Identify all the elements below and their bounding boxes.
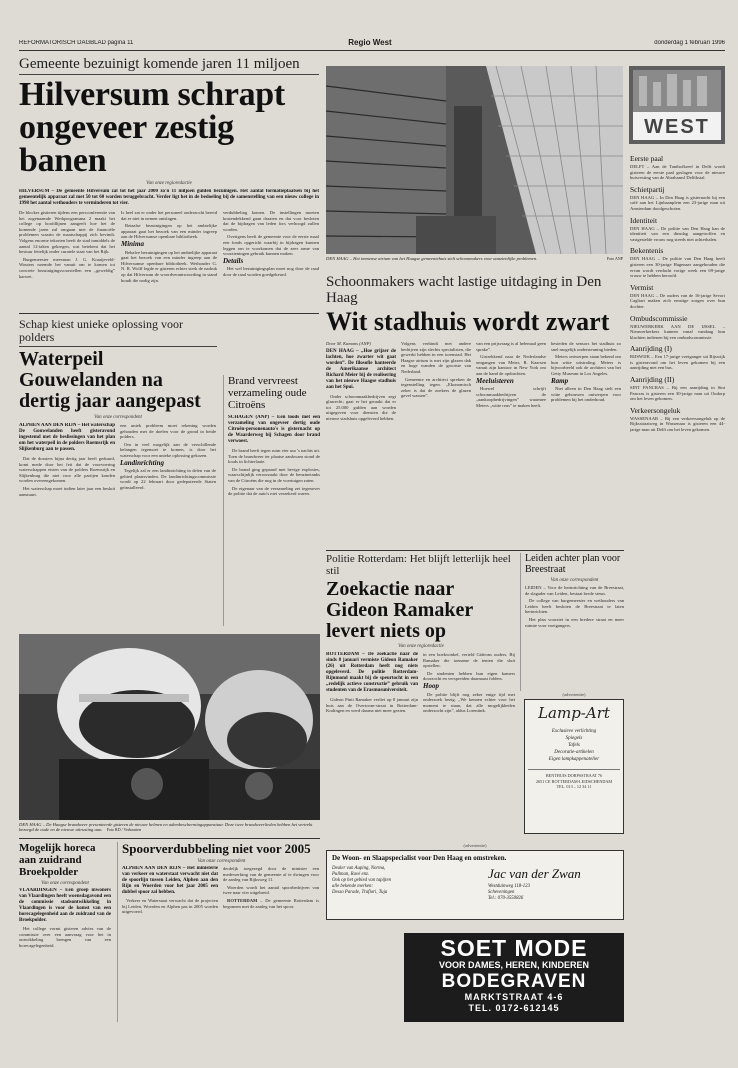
stadhuis-subhead-meeluisteren: Meeluisteren (476, 376, 514, 385)
stadhuis-col-3: van een prijsvraag is al helemaal geen sprake”. Gistrekkend naar de Nederlandse omgangen van Meier, R. Kaarsen vanuit zijn kantoor in New York om aan de hand de opdrachten. Meeluisteren Hoewel schrijft schoonmaakbedrijven de „aankoopbedrijvingen” waarmee Meiers „witte reus” te maken heeft. (476, 341, 546, 408)
citroen-lead: SCHAGEN (ANP) – Een loods met een verzameling van ongeveer dertig oude Citroën-personenauto's is gisternacht op de Waarderweg bij Schagen door brand verwoest. (228, 415, 320, 444)
firefighters-caption: DEN HAAG – De Haagse brandweer presenteerde gisteren de nieuwe helmen en adembeschermingapparatuur. Deze twee brandweerlieden hebben het vertrekt bezorgd de oude en de nieuwe uitrusting aan. (19, 822, 313, 833)
horeca-body: VLAARDINGEN – Een groep inwoners van Vlaardingen heeft woensdagavond een de commissie stadsontwikkeling in Vlaardingen is voor de komst van een horecagelegenheid aan de zuidrand van de Broekpolder. Het college vormt gisteren advies van de commissie over een aanvraag voor het in ontwikkeling brengen van een horecagelegenheid. (19, 888, 111, 948)
stadhuis-byline: Door M. Kamans (ANP) (326, 341, 371, 346)
zoekactie-article (326, 553, 516, 841)
west-logo (629, 66, 725, 144)
sidebar-item (630, 185, 725, 212)
stadhuis-lead: DEN HAAG – „Hoe grijzer de lachten, hoe zwarter wit gaat worden”. De filosofie hanteerde de Amerikaanse architect Richard Meier bij de realisering van het nieuwe Haagse stadhuis aan het Spui. (326, 348, 396, 390)
zoekactie-rule (326, 550, 624, 551)
main-byline: Van onze regioredactie (146, 181, 192, 186)
soet-mode-ad (404, 933, 624, 1022)
woon-ad-city: Scheveningen (488, 890, 515, 895)
sidebar-item-text: NIEUWERKERK AAN DE IJSSEL – Nieuwerkerkers kunnen vanaf vandaag hun klachten indienen bij een ombudscommissie. (630, 323, 725, 340)
horeca-rule (19, 838, 320, 839)
sidebar-item-title: Eerste paal (630, 154, 664, 163)
zoekactie-col-1: ROTTERDAM – De zoekactie naar de sinds 8 januari vermiste Gideon Ramaker (26) uit Rotterdam heeft nog niets opgeleverd. De politie Rotterdam-Rijnmond maakt bij de speurtocht in een „redelijk actieve constructie” gebruik van studenten van de Erasmusuniversiteit. Gideon Pinti Ramaker verliet op 8 januari zijn huis aan de Overtoom-straat in Rotterdam-Kralingen en werd daarna niet meer gezien. (326, 652, 418, 714)
sidebar-item (630, 406, 725, 433)
main-article (19, 56, 319, 311)
sidebar-item-title: Schietpartij (630, 184, 665, 194)
gouwelanden-article (19, 318, 217, 626)
woon-ad-tel: Tel.: 070-3550826 (488, 896, 524, 901)
sidebar-item (630, 375, 725, 402)
sidebar-item-title: Aanrijding (I) (630, 344, 672, 354)
horeca-byline: Van onze correspondent (41, 881, 89, 886)
woon-ad-name: Jac van der Zwan (488, 866, 581, 881)
sidebar-item-title: Vermist (630, 282, 654, 292)
breestraat-headline: Leiden achter plan voor Breestraat (525, 553, 621, 575)
woon-ad-line: Ook op het gebied van tapijten (332, 878, 392, 883)
sidebar-item-text: SINT PANCRAS – Bij een aanrijding in Sint Pancras is gisteren een 30-jarige man uit Oudorp om het leven gekomen. (630, 385, 725, 402)
woon-ad-line: alle bekende merken: (332, 884, 374, 889)
woon-ad (326, 843, 624, 923)
spoor-article (117, 842, 321, 1022)
citroen-body: SCHAGEN (ANP) – Een loods met een verzameling van ongeveer dertig oude Citroën-personenauto's is gisternacht op de Waarderweg bij Schagen door brand verwoest. De brand heeft tegen ruim vier uur 's nachts uit. Toen de brandweer ter plaatse aankwam stond de loods in lichterlaaie. De brand ging gepaard met hevige explosies, waarschijnlijk veroorzaakt door de benzinetanks van de Citroëns die nog in de voertuigen zaten. De eigenaar van de verzameling zei tegenover de politie dat de auto's niet verzekerd waren. (228, 415, 320, 497)
stadhuis-col-2: Volgens verbindt met andere bedrijven zijn slechts specialisten, die gewerkt hebben in een torenstad. Het Haagse atrium is met zijn glazen dak en hoge wanden de grootste van Nederland. Gemeente en architect spreken de tegenstelling tegen. „Ekonomisch zeker is dat de zoekers de glazen gevel wassen”. (401, 341, 471, 399)
gouwelanden-rule (19, 313, 319, 314)
main-subhead-details: Details (223, 256, 244, 265)
lamp-art-tel: TEL. 013 – 12 34 11 (556, 784, 592, 789)
citroen-headline: Brand vervreest verzameling oude Citroëns (228, 375, 307, 411)
woon-ad-address: Westduinweg 118-123 (488, 884, 530, 889)
news-sidebar (630, 150, 725, 998)
soet-ad-subtitle: VOOR DAMES, HEREN, KINDEREN (438, 960, 590, 970)
sidebar-item (630, 283, 725, 310)
atrium-caption: DEN HAAG – Het immense atrium van het Haagse gemeentehuis stelt schoonmakers voor aanzienlijke problemen. (326, 256, 538, 261)
woon-ad-line: Dealer van Auping, Norma, (332, 866, 386, 871)
main-headline: Hilversum schrapt ongeveer zestig banen (19, 76, 285, 179)
lamp-art-line: Spiegels (565, 736, 583, 741)
sidebar-item-title: Ombudscommissie (630, 313, 688, 323)
sidebar-item-text: RIJSWIJK – Een 17-jarige voetganger uit Rijswijk is gisteravond om het leven gekomen bij een aanrijding met een bus. (630, 354, 725, 371)
section-title: Regio West (348, 38, 392, 47)
sidebar-item-text: DELFT – Aan de Tanthofkreef in Delft wordt gisteren de eerste paal geslagen voor de nieuwe huisvesting van de Abrahamsl Delftkstal. (630, 164, 725, 181)
sidebar-item (630, 246, 725, 278)
soet-ad-address: MARKTSTRAAT 4-6 (464, 992, 564, 1002)
lamp-art-line: Eigen lampkappenatelier (548, 757, 600, 762)
woon-ad-line: Pullman, Ravé enz. (332, 872, 370, 877)
atrium-photo (326, 66, 623, 254)
lamp-art-ad (524, 692, 624, 842)
lamp-art-brand: Lamp-Art (538, 704, 610, 722)
spoor-byline: Van onze correspondent (197, 859, 246, 864)
horeca-headline: Mogelijk horeca aan zuidrand Broekpolder (19, 842, 96, 878)
sidebar-item-title: Bekentenis (630, 246, 664, 256)
newspaper-name: REFORMATORISCH DAGBLAD pagina 11 (19, 40, 134, 46)
gouwelanden-lead: ALPHEN AAN DEN RIJN – Het waterschap De Gouwelanden heeft gisteravond ingestemd met de beslissingen van het plan om het waterpeil in de polders Roemsrijk en Slijkenburg aan te passen. (19, 423, 115, 452)
lamp-art-city: 2651 CE ROTTERDAM-LEIDSCHENDAM (535, 778, 613, 784)
zoekactie-lead: ROTTERDAM – De zoekactie naar de sinds 8 januari vermiste Gideon Ramaker (26) uit Rotterdam heeft nog niets opgeleverd. De politie Rotterdam-Rijnmond maakt bij de speurtocht in een „redelijk actieve constructie” gebruik van studenten van de Erasmusuniversiteit. (326, 652, 418, 693)
horeca-article (19, 842, 111, 1022)
sidebar-item (630, 216, 725, 243)
atrium-caption-block (326, 256, 623, 272)
sidebar-item-title: Verkeersongeluk (630, 405, 681, 415)
sidebar-item (630, 314, 725, 341)
atrium-credit: Foto ANP (606, 256, 623, 261)
page-date: donderdag 1 februari 1996 (654, 40, 725, 46)
west-logo-text: WEST (644, 116, 710, 138)
sidebar-item-text: DEN HAAG – De politie van Den Haag kan de identiteit van een dinsdag aangetroffen en vastgestelde vrouw nog steeds niet achterhalen. (630, 225, 725, 242)
gouwelanden-subhead-landinrichting: Landinrichting (120, 458, 164, 467)
zoekactie-kicker: Politie Rotterdam: Het blijft letterlijk heel stil (326, 553, 511, 577)
stadhuis-subhead-ramp: Ramp (551, 376, 569, 385)
stadhuis-kicker: Schoonmakers wacht lastige uitdaging in Den Haag (326, 274, 602, 306)
spoor-lead: ALPHEN AAN DEN RIJN – Het ministerie van verkeer en waterstaat verwacht niet dat de spoorlijn tussen Leiden, Alphen aan den Rijn en Woerden voor het jaar 2005 een dubbel spoor zal hebben. (122, 866, 218, 895)
sidebar-item-text: DEN HAAG – De ouders van de 16-jarige Sevori Cagliari maken zich ernstige zorgen over hun dochter. (630, 292, 725, 309)
stadhuis-col-1: Door M. Kamans (ANP) DEN HAAG – „Hoe grijzer de lachten, hoe zwarter wit gaat worden”. De filosofie hanteerde de Amerikaanse architect Richard Meier bij de realisering van het nieuwe Haagse stadhuis aan het Spui. Onder schoonmaakbedrijven zegt glasrecht; gaat er het geraakt dat er tot 25.000 gulden aan worden uitgegeven voor diensten die de nieuwe stadshuis opgeleverd hebben. (326, 341, 396, 421)
sidebar-item (630, 344, 725, 371)
soet-ad-title: SOET MODE (440, 935, 588, 961)
zoekactie-subhead-hoop: Hoop (423, 681, 439, 690)
woon-ad-title: De Woon- en Slaapspecialist voor Den Haag en omstreken. (332, 854, 507, 862)
lamp-art-address: BENTHUIS DORPSSTRAAT 76 (545, 773, 603, 778)
zoekactie-col-2: in een boekwinkel, verteld Gideons ouders. Bij Ramaker die toename de tenten die sluit opstellen. De studenten hebben hun eigen kamers doorzocht en verspreiden daarnaast folders. Hoop De politie blijft nog zeker enige tijd met onderzoek bezig. „We kennen echter voor het moment te staan, dat alle mogelijkheden onderzocht zijn”, aldus Lorentink. (423, 652, 515, 714)
horeca-lead: VLAARDINGEN – Een groep inwoners van Vlaardingen heeft woensdagavond een de commissie stadsontwikkeling in Vlaardingen is voor de komst van een horecagelegenheid aan de zuidrand van de Broekpolder. (19, 888, 111, 923)
sidebar-item (630, 154, 725, 181)
zoekactie-byline: Van onze regioredactie (398, 644, 444, 649)
sidebar-item-title: Identiteit (630, 215, 658, 225)
lamp-art-line: Tafels (568, 743, 580, 748)
spoor-subhead: ROTTERDAM (227, 897, 258, 903)
soet-ad-town: BODEGRAVEN (441, 971, 587, 992)
breestraat-byline: Van onze correspondent (550, 578, 599, 583)
main-lead: HILVERSUM – De gemeente Hilversum zal tot het jaar 2000 zo'n 11 miljoen gulden bezuinigen. Het aantal formatieplaatsen bij het gemeentelijk apparaat zal met 50 tot 60 worden teruggebracht. Verder ligt het in de bedoeling bij de samenstelling van een nieuw college in 1998 het aantal wethouders te verminderen tot vier. (19, 189, 319, 206)
stadhuis-headline: Wit stadhuis wordt zwart (326, 307, 610, 336)
main-kicker: Gemeente bezuinigt komende jaren 11 miljoen (19, 56, 319, 75)
lamp-art-ad-label: (advertentie) (562, 692, 586, 697)
firefighters-photo (19, 634, 320, 820)
gouwelanden-byline: Van onze correspondent (94, 415, 142, 420)
sidebar-item-text: DEN HAAG – In Den Haag is gisternacht bij een café aan het Lijnbaanplein een 23-jarige man uit Amsterdam doodgeschoten. (630, 194, 725, 211)
sidebar-item-title: Aanrijding (II) (630, 375, 675, 385)
gouwelanden-col-2: een uniek probleem moet rekening worden gehouden met de doelen voor de grond in beide polders. Om in veel mogelijk aan de verschillende belangen tegemoet te komen, is door het waterschap voor een unieke oplossing gekozen. Landinrichting Tegelijk zal er een landinrichting in delen van de gebied plaatsvinden. De landinrichtingscommissie wordt op 22 februari door gedeputeerde Staten geïnstalleerd. (120, 423, 216, 490)
stadhuis-article (326, 274, 624, 548)
sidebar-item-text: WASSENAAR – Bij een verkeersongeluk op de Rijksstraatweg in Wassenaar is gisteren een 44-jarige man uit Delft om het leven gekomen. (630, 415, 725, 433)
spoor-col-1: ALPHEN AAN DEN RIJN – Het ministerie van verkeer en waterstaat verwacht niet dat de spoorlijn tussen Leiden, Alphen aan den Rijn en Woerden voor het jaar 2005 een dubbel spoor zal hebben. Verkeer en Waterstaat verwacht dat de projecten bij Leiden, Woerden en Alphen pas in 2005 worden uitgevoerd. (122, 866, 218, 915)
main-subhead-minima: Minima (121, 239, 144, 248)
spoor-headline: Spoorverdubbeling niet voor 2005 (122, 842, 311, 856)
lamp-art-line: Decoratie-artikelen (554, 750, 594, 755)
main-col-3: verdubbeling komen. De instellingen moeten kostendekkend gaan draaien en dat voor besloten dat de bijdragen van leden fors verhoogd zullen worden. Overigens heeft de gemeente voor de eerste maal een fonds opgericht waarbij in bijdragen kunnen leggen om te voorkomen dat de zeer arme van voorzieningen gebruik kunnen maken. Details Het wel bezuinigingsplan moet nog door de raad door de raad worden goedgekeurd. (223, 210, 319, 277)
breestraat-article (520, 553, 624, 691)
citroen-article (223, 375, 320, 626)
firefighters-caption-block (19, 822, 320, 836)
soet-ad-tel: TEL. 0172-612145 (468, 1003, 560, 1013)
firefighters-credit: Foto RD / Verbaarten (106, 827, 141, 833)
lamp-art-line: Exclusieve verlichting (551, 729, 597, 734)
gouwelanden-headline: Waterpeil Gouwelanden na dertig jaar aangepast (19, 348, 201, 412)
main-col-1: De blocker gistteren tijdens een persconferentie van het zogenaamde Werkprogramma 2 maakt het college op hoofdlijnen aangeeft hoe het de komende jaren zal omgaan met de financiële problemen waarin de maatschappij zich bevindt. Volgens enorme tekorten heeft de stad inmiddels de aantal 12-taken gekregen, wat betekent dat het bestuur feitelijk onder curatele staat van het Rijk. Burgemeester meesman J. G. Kraaijeveld-Wouters noemde het vanuit om te komen tot concrete bezuinigingsvoorstellen een „geweldig” karwei. (19, 210, 115, 279)
header-rule (19, 50, 725, 51)
woon-ad-line: Desso Parade, Trafiori, Tuja (332, 890, 388, 895)
gouwelanden-col-1: ALPHEN AAN DEN RIJN – Het waterschap De Gouwelanden heeft gisteravond ingestemd met de beslissingen van het plan om het waterpeil in de polders Roemsrijk en Slijkenburg aan te passen. Dat de dossiers bijna dertig jaar heeft geduurd, komt mede door het feit dat de voorvoering waterschappen eisten van de polders Roemsrijk en Slijkenburg die niet voor alle partijen konden worden overeengekomen. Het waterschap moet indien later jaar een besluit aanstuurt. (19, 423, 115, 497)
stadhuis-col-4: besteden de sensors het stadhuis zo snel mogelijk ondersteuning bieden. Meiers ontwerpen staan bekend om hun witte uitstraling. Meiers is bijvoorbeeld ook de architect van het Getty Museum in Los Angeles. Ramp Niet alleen in Den Haag stelt een witte gebouwen ontwerpen voor problemen bij het onderhoud. (551, 341, 621, 403)
sidebar-item-text: DEN HAAG – De politie van Den Haag heeft gisteren een 30-jarige Hagenaar aangehouden die ervan wordt verdacht vorige week een 69-jarige vrouw te hebben beroofd. (630, 256, 725, 279)
gouwelanden-kicker: Schap kiest unieke oplossing voor polders (19, 318, 217, 347)
woon-ad-label: (advertentie) (463, 843, 487, 848)
breestraat-body: LEIDEN – Voor de herinrichting van de Breestraat, de slagader van Leiden, bestaat brede steun. De college van burgemeester en wethouders van Leiden heeft besloten de Breestraat te laten herinrichten. Het plan voorziet in een bredere straat en meer ruimte voor voetgangers. (525, 585, 624, 628)
breestraat-lead: LEIDEN – Voor de herinrichting van de Breestraat, de slagader van Leiden, bestaat brede steun. (525, 585, 624, 596)
zoekactie-headline: Zoekactie naar Gideon Ramaker levert niets op (326, 578, 473, 642)
main-col-2: Is heel zat er onder het personeel onderzocht bereid dat er niet in nemen ontslagen. Betaalse bezuinigingen op het ambtelijke apparaat gaat het bezoek van een minder ingreep aan de Hilversumse openbare bibliotheek. Minima Behalve bezuinigingen op het ambtelijke apparaat gaat het bezoek van een minder ingreep aan de Hilversumse openbare bibliotheek. Wethouder G. N. R. Wolff legde er gisteren echter sterk de nadruk op dat Hilversum de woordverantwoording in stand houdt die nodig zijn. (121, 210, 217, 283)
spoor-col-2: derdeljk toegezegd door de minister een medewerking van de gemeente af te dwingen voor de aanleg van Rijksweg 11. Woerden wordt het aantal spoorbedrijven van twee naar vier uitgebreid. ROTTERDAM – De gemeente Rotterdam is begonnen met de aanleg van het spoor. (223, 866, 319, 909)
